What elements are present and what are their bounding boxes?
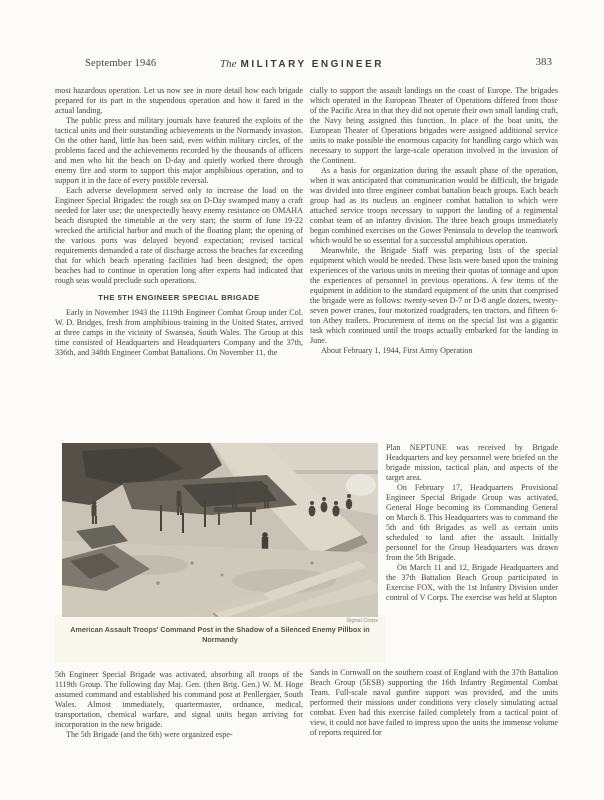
paragraph: The 5th Brigade (and the 6th) were organized espe- (66, 730, 233, 739)
left-column-bottom (55, 670, 303, 740)
page-number: 383 (535, 56, 552, 68)
right-column-top (310, 86, 558, 443)
paragraph: The public press and military journals have featured the exploits of the tactical units and their outstanding achievements in the Normandy invasion. On the other hand, little has been said, even within military circles, of the problems faced and the achievements recorded by the thousands of officers and men who hit the beach on D-day and quietly worked there through enemy fire and storm to support this major amphibious operation, and to support it in the face of every possible reversal. (55, 116, 303, 185)
photo-caption-line1: American Assault Troops' Command Post in the Shadow of a Silenced Enemy Pillbox in (70, 625, 370, 634)
paragraph: As a basis for organization during the assault phase of the operation, when it was anticipated that communication would be difficult, the brigade was divided into three engineer combat battalion beach groups. Each beach group had as its nucleus an engineer combat battalion to which were attached service troops necessary to support the landing of a regimental combat team of an infantry division. The three beach groups immediately began combined exercises on the Gower Peninsula to develop the teamwork which would be so essential for a successful amphibious operation. (310, 166, 558, 245)
paragraph: most hazardous operation. Let us now see in more detail how each brigade prepared for its part in the stupendous operation and how it fared in the actual landing. (55, 86, 303, 115)
normandy-command-post-photo (62, 443, 378, 617)
paragraph: On March 11 and 12, Brigade Headquarters and the 37th Battalion Beach Group participated in Exercise FOX, with the 1st Infantry Division under control of V Corps. The exercise was held at Slapton (386, 563, 558, 602)
right-column-narrow (386, 443, 558, 665)
paragraph: Each adverse development served only to increase the load on the Engineer Special Brigades: the rough sea on D-Day swamped many a craft needed for later use; the unexpectedly heavy enemy resistance on OMAHA beach disrupted the timetable at the very start; the storm of June 19-22 wrecked the artificial harbor and much of the floating plant; the opening of the various ports was delayed beyond expectation; revised tactical requirements demanded a rate of discharge across the beaches far exceeding that for which beach operating facilities had been designed; the open beaches had to continue in operation long after experts had indicated that rough seas would preclude such operations. (55, 186, 303, 285)
page-header (0, 58, 604, 74)
journal-title-the: The (220, 58, 237, 70)
paragraph: 5th Engineer Special Brigade was activated, absorbing all troops of the 1119th Group. The following day Maj. Gen. (then Brig. Gen.) W. M. Hoge assumed command and established his command post at Penllergaer, South Wales. Almost immediately, quartermaster, ordnance, medical, transportation, chemical warfare, and signal units began arriving for incorporation in the new brigade. (55, 670, 303, 729)
left-column-top (55, 86, 303, 443)
right-column-bottom (310, 668, 558, 738)
paragraph: On February 17, Headquarters Provisional Engineer Special Brigade Group was activated, General Hoge becoming its Commanding General on March 8. This Headquarters was to command the 5th and 6th Brigades as well as certain units scheduled to land after the assault. Initially personnel for the Group Headquarters was drawn from the 5th Brigade. (386, 483, 558, 562)
photo-figure (62, 443, 378, 644)
issue-date: September 1946 (85, 58, 157, 69)
paragraph: About February 1, 1944, First Army Operation (321, 346, 473, 355)
photo-credit: Signal Corps (346, 618, 378, 624)
journal-title (0, 58, 604, 70)
journal-title-main: MILITARY ENGINEER (240, 59, 384, 70)
paragraph: cially to support the assault landings on the coast of Europe. The brigades which operated in the European Theater of Operations differed from those of the Pacific Area in that they did not operate their own small landing craft, the Navy being assigned this function. In place of the boat units, the European Theater of Operations brigades were assigned additional service units to make possible the enormous capacity for handling cargo which was necessary to support the large-scale operation involved in the invasion of the Continent. (310, 86, 558, 165)
photo-caption-line2: Normandy (202, 634, 238, 644)
photo-caption (62, 625, 378, 644)
paragraph: Plan NEPTUNE was received by Brigade Headquarters and key personnel were briefed on the brigade mission, tactical plan, and aspects of the target area. (386, 443, 558, 482)
paragraph: Early in November 1943 the 1119th Engineer Combat Group under Col. W. D. Bridges, fresh from amphibious training in the United States, arrived at three camps in the vicinity of Swansea, South Wales. The Group at this time consisted of Headquarters and Headquarters Company and the 37th, 336th, and 348th Engineer Combat Battalions. On November 11, the (55, 308, 303, 357)
paragraph: Sands in Cornwall on the southern coast of England with the 37th Battalion Beach Group (5ESB) supporting the 16th Infantry Regimental Combat Team. Full-scale naval gunfire support was provided, and the units performed their missions under conditions very closely simulating actual combat. Even had this exercise failed completely from a tactical point of view, it could not have failed to impress upon the units the immense volume of reports required for (310, 668, 558, 737)
section-heading: THE 5TH ENGINEER SPECIAL BRIGADE (98, 293, 260, 302)
paragraph: Meanwhile, the Brigade Staff was preparing lists of the special equipment which would be needed. These lists were based upon the training experiences of the various units in meeting their quotas of tonnage and upon the experiences of personnel in previous operations. A few items of the equipment in addition to the standard equipment of the units that comprised the brigade were as follows: twenty-seven D-7 or D-8 angle dozers, twenty-seven power cranes, four motorized roadgraders, ten tractors, and fifteen 6-ton Athey trailers. Procurement of items on the special list was a gigantic task which continued until the troops actually embarked for the landing in June. (310, 246, 558, 345)
